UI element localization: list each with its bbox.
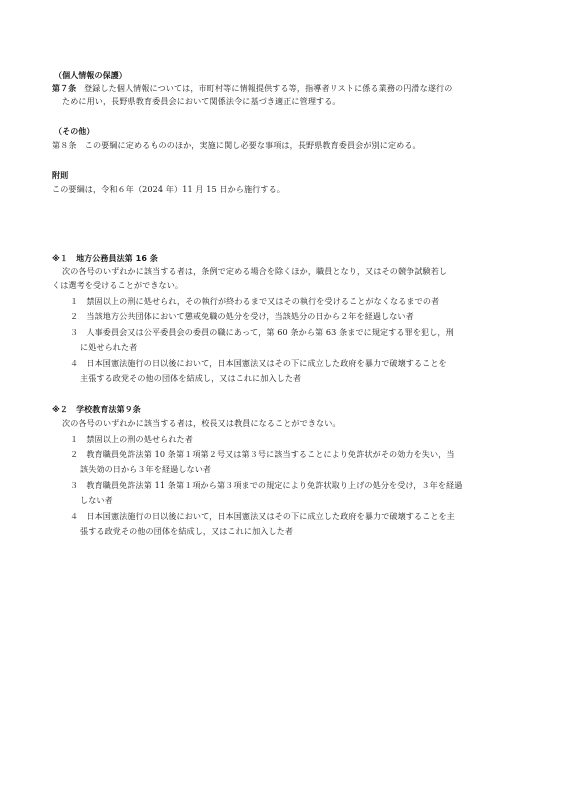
note1-item-3-line-2: に処せられた者: [80, 342, 138, 352]
note2-item-4-line-1: ４ 日本国憲法施行の日以後において，日本国憲法又はその下に成立した政府を暴力で破壊することを主: [70, 511, 455, 521]
privacy-heading: （個人情報の保護）: [54, 71, 127, 80]
note2-item-2-line-2: 該失効の日から３年を経過しない者: [80, 464, 212, 474]
article-7-line-2: ために用い，長野県教育委員会において関係法令に基づき適正に管理する。: [62, 96, 341, 106]
note1-intro-line-2: くは選考を受けることができない。: [52, 280, 184, 290]
article-7-line-1: [52, 83, 452, 94]
article-8-line-1: 第８条 この要綱に定めるもののほか，実施に関し必要な事項は，長野県教育委員会が別に定める。: [52, 140, 421, 150]
article-7-label: 第７条: [52, 84, 77, 93]
note2-item-3-line-2: しない者: [80, 495, 113, 505]
note1-intro-line-1: 次の各号のいずれかに該当する者は，条例で定める場合を除くほか，職員となり，又はその競争試験若し: [62, 266, 448, 276]
note2-item-3-line-1: ３ 教育職員免許法第 11 条第１項から第３項までの規定により免許状取り上げの処分を受け，３年を経過: [70, 480, 463, 490]
note2-item-4-line-2: 張する政党その他の団体を結成し，又はこれに加入した者: [80, 526, 294, 536]
note1-item-1: １ 禁固以上の刑に処せられ，その執行が終わるまで又はその執行を受けることがなくなるまでの者: [70, 296, 440, 306]
article-7-text-1: 登録した個人情報については，市町村等に情報提供する等，指導者リストに係る業務の円滑な遂行の: [84, 83, 453, 93]
note1-item-4-line-2: 主張する政党その他の団体を結成し，又はこれに加入した者: [80, 373, 302, 383]
supplementary-heading: 附則: [52, 171, 69, 180]
note1-item-3-line-1: ３ 人事委員会又は公平委員会の委員の職にあって，第 60 条から第 63 条までに規定する罪を犯し，刑: [70, 327, 454, 337]
note2-intro-line-1: 次の各号のいずれかに該当する者は，校長又は教員になることができない。: [62, 418, 341, 428]
note1-heading: ※１ 地方公務員法第 16 条: [52, 254, 158, 263]
note2-heading: ※２ 学校教育法第９条: [52, 405, 141, 414]
other-heading: （その他）: [54, 127, 95, 136]
note1-item-4-line-1: ４ 日本国憲法施行の日以後において，日本国憲法又はその下に成立した政府を暴力で破壊することを: [70, 358, 447, 368]
note1-item-2: ２ 当該地方公共団体において懲戒免職の処分を受け，当該処分の日から２年を経過しない者: [70, 311, 414, 321]
note2-item-2-line-1: ２ 教育職員免許法第 10 条第１項第２号又は第３号に該当することにより免許状がその効力を失い，当: [70, 449, 455, 459]
supplementary-line-1: この要綱は，令和６年（2024 年）11 月 15 日から施行する。: [52, 184, 285, 194]
note2-item-1: １ 禁固以上の刑の処せられた者: [70, 434, 193, 444]
